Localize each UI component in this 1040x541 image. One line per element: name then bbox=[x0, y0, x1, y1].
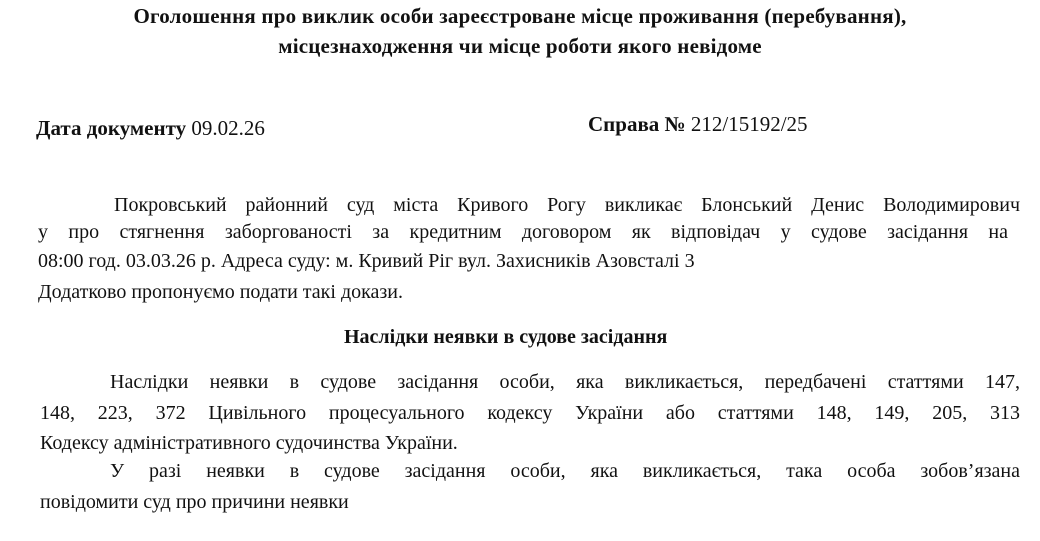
notice-title-line-2: місцезнаходження чи місце роботи якого невідоме bbox=[278, 34, 762, 58]
consequences-line-3: Кодексу адміністративного судочинства України. bbox=[40, 432, 458, 454]
case-number-label: Справа № bbox=[588, 112, 686, 136]
consequences-line-2: 148, 223, 372 Цивільного процесуального кодексу України або статтями 148, 149, 205, 313 bbox=[40, 402, 1020, 424]
case-number bbox=[588, 112, 808, 137]
consequences-heading: Наслідки неявки в судове засідання bbox=[344, 326, 668, 348]
summons-line-2: у про стягнення заборгованості за кредитним договором як відповідач у судове засідання на bbox=[38, 221, 1008, 243]
summons-line-1: Покровський районний суд міста Кривого Рогу викликає Блонський Денис Володимирович bbox=[114, 194, 1020, 216]
notice-title-line-1: Оголошення про виклик особи зареєстроване місце проживання (перебування), bbox=[133, 4, 907, 28]
document-date-label: Дата документу bbox=[36, 116, 187, 140]
case-number-value: 212/15192/25 bbox=[690, 112, 808, 136]
summons-line-3: 08:00 год. 03.03.26 р. Адреса суду: м. Кривий Ріг вул. Захисників Азовсталі 3 bbox=[38, 250, 695, 272]
document-date bbox=[36, 116, 265, 141]
document-date-value: 09.02.26 bbox=[191, 116, 265, 140]
consequences-line-5: повідомити суд про причини неявки bbox=[40, 491, 349, 513]
summons-line-4: Додатково пропонуємо подати такі докази. bbox=[38, 281, 404, 303]
consequences-line-4: У разі неявки в судове засідання особи, яка викликається, така особа зобов’язана bbox=[110, 460, 1020, 482]
consequences-line-1: Наслідки неявки в судове засідання особи, яка викликається, передбачені статтями 147, bbox=[110, 371, 1020, 393]
